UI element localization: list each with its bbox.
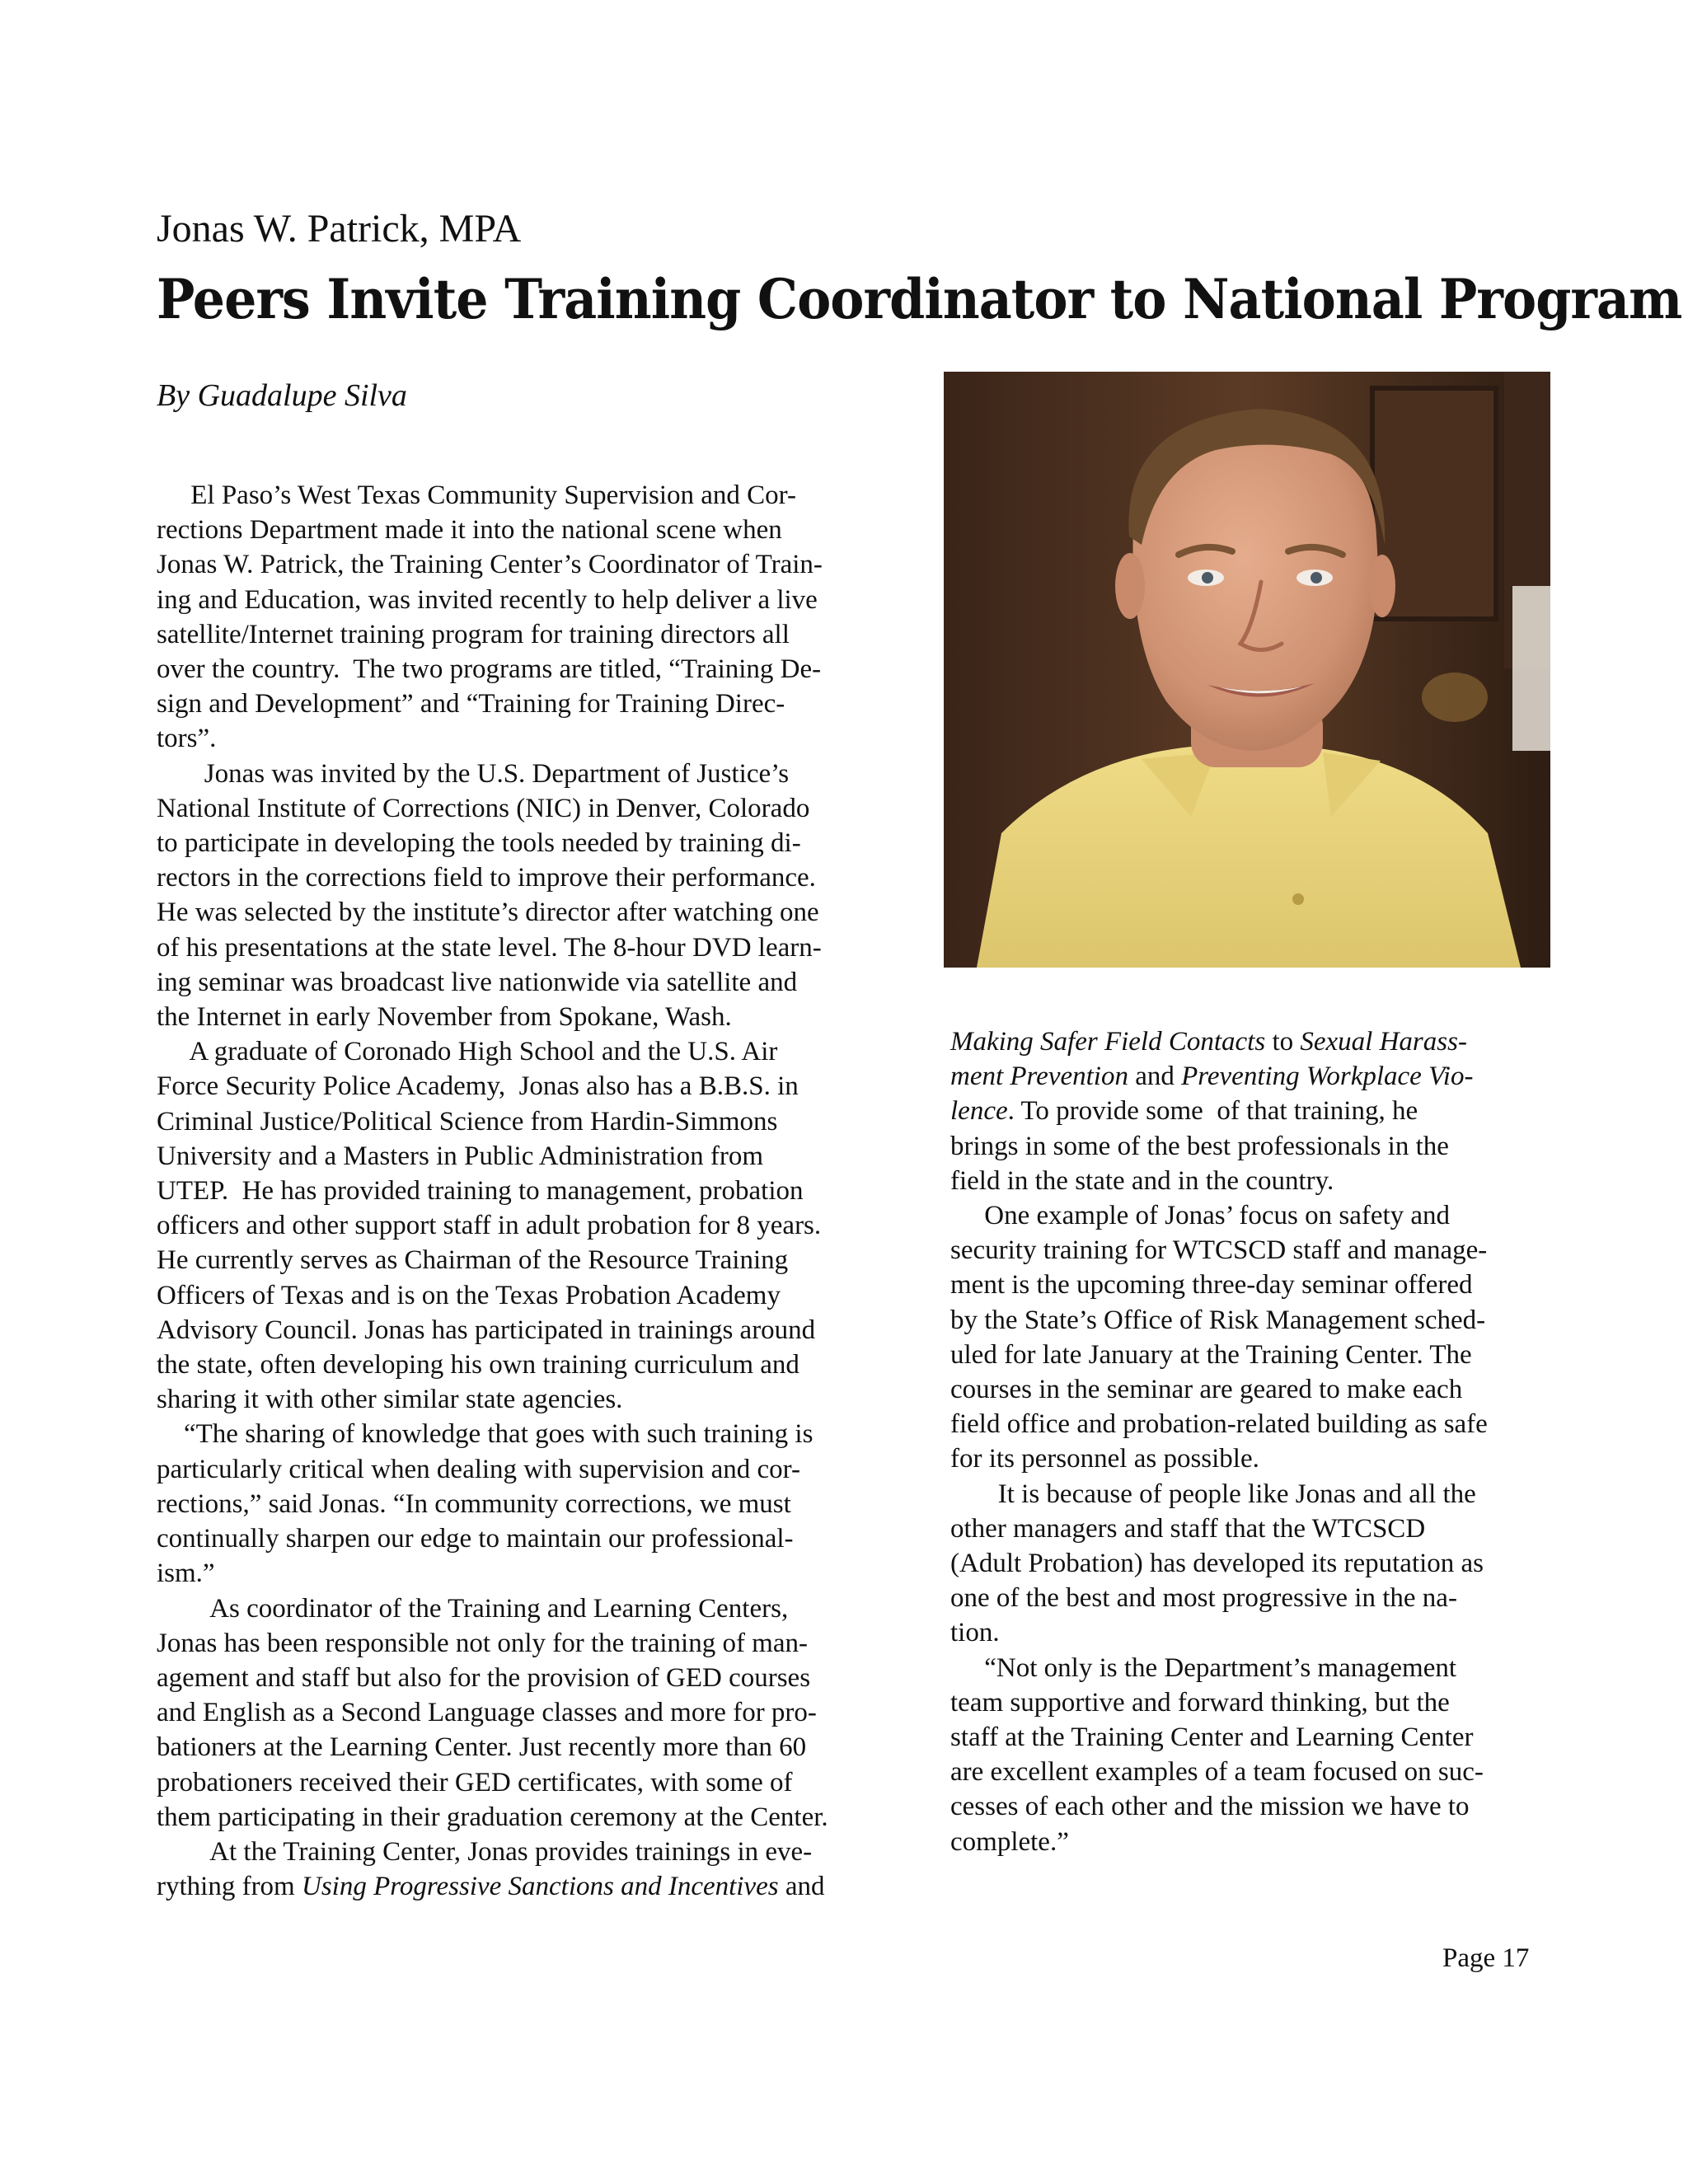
wall-light-right (1512, 586, 1550, 751)
right-line: field in the state and in the country. (950, 1165, 1334, 1196)
right-line (950, 1024, 1548, 1059)
course-title-harassment: Sexual Harass- (1300, 1027, 1467, 1057)
left-line: to participate in developing the tools needed by training di- (157, 828, 801, 859)
right-line: one of the best and most progressive in the na- (950, 1583, 1457, 1614)
right-line: tion. (950, 1618, 1000, 1648)
left-line: At the Training Center, Jonas provides trainings in eve- (157, 1836, 813, 1867)
right-line: security training for WTCSCD staff and manage- (950, 1235, 1488, 1266)
left-line: rections Department made it into the national scene when (157, 515, 782, 546)
portrait-photo (944, 372, 1550, 968)
right-line: field office and probation-related building as safe (950, 1409, 1488, 1440)
right-line-text: . To provide some of that training, he (1007, 1096, 1418, 1127)
course-title-harassment-cont: ment Prevention (950, 1062, 1128, 1092)
left-line: over the country. The two programs are titled, “Training De- (157, 654, 822, 685)
right-line: complete.” (950, 1826, 1069, 1857)
left-line: and English as a Second Language classes and more for pro- (157, 1698, 817, 1728)
left-line: He was selected by the institute’s director after watching one (157, 898, 819, 928)
left-line: Jonas was invited by the U.S. Department of Justice’s (157, 758, 790, 789)
right-line: courses in the seminar are geared to make each (950, 1375, 1463, 1405)
left-line: of his presentations at the state level. The 8-hour DVD learn- (157, 932, 822, 963)
right-line: by the State’s Office of Risk Management sched- (950, 1305, 1486, 1335)
left-line: officers and other support staff in adult probation for 8 years. (157, 1211, 822, 1241)
left-line: continually sharpen our edge to maintain our professional- (157, 1524, 794, 1554)
left-line: Force Security Police Academy, Jonas also has a B.B.S. in (157, 1071, 799, 1102)
course-title-progressive-sanctions: Using Progressive Sanctions and Incentives (301, 1872, 779, 1902)
left-line: He currently serves as Chairman of the Resource Training (157, 1245, 789, 1276)
left-line: Officers of Texas and is on the Texas Probation Academy (157, 1280, 781, 1310)
right-line: other managers and staff that the WTCSCD (950, 1513, 1426, 1544)
left-line: sign and Development” and “Training for Training Direc- (157, 689, 785, 719)
article-headline: Peers Invite Training Coordinator to National Program (157, 267, 1682, 331)
left-line: University and a Masters in Public Administration from (157, 1141, 763, 1171)
ear-right (1369, 555, 1395, 617)
ear-left (1115, 553, 1145, 619)
right-line: “Not only is the Department’s management (950, 1652, 1457, 1683)
left-line: the Internet in early November from Spokane, Wash. (157, 1002, 732, 1033)
left-line: sharing it with other similar state agencies. (157, 1385, 623, 1415)
author-kicker: Jonas W. Patrick, MPA (157, 207, 522, 251)
page-number: Page 17 (1442, 1943, 1530, 1973)
shirt-button (1292, 893, 1304, 905)
left-line: them participating in their graduation ceremony at the Center. (157, 1802, 828, 1832)
left-line: ing and Education, was invited recently to help deliver a live (157, 584, 818, 615)
left-line: rections,” said Jonas. “In community corrections, we must (157, 1488, 791, 1519)
left-line: National Institute of Corrections (NIC) in Denver, Colorado (157, 793, 810, 823)
right-line-text: to (1265, 1027, 1301, 1057)
left-last-line (157, 1869, 915, 1904)
left-line: Jonas W. Patrick, the Training Center’s Coordinator of Train- (157, 550, 823, 580)
course-title-workplace-violence-cont: lence (950, 1096, 1008, 1127)
left-line: As coordinator of the Training and Learning Centers, (157, 1593, 789, 1624)
right-line: ment is the upcoming three-day seminar offered (950, 1270, 1473, 1301)
right-line: It is because of people like Jonas and all the (950, 1479, 1476, 1509)
left-line: ing seminar was broadcast live nationwide via satellite and (157, 967, 798, 997)
left-line: particularly critical when dealing with supervision and cor- (157, 1454, 800, 1484)
right-line: cesses of each other and the mission we have to (950, 1792, 1470, 1822)
right-column (950, 1024, 1548, 1859)
byline: By Guadalupe Silva (157, 378, 407, 413)
left-line: tors”. (157, 724, 217, 754)
left-line: A graduate of Coronado High School and the U.S. Air (157, 1037, 778, 1067)
pupil-right (1311, 572, 1322, 583)
left-line: agement and staff but also for the provision of GED courses (157, 1662, 811, 1693)
left-column (157, 478, 915, 1904)
left-line: Advisory Council. Jonas has participated in trainings around (157, 1315, 816, 1345)
course-title-workplace-violence: Preventing Workplace Vio- (1181, 1062, 1474, 1092)
left-line: ism.” (157, 1558, 215, 1589)
right-line (950, 1094, 1548, 1128)
left-line: rectors in the corrections field to improve their performance. (157, 863, 816, 893)
left-last-prefix: rything from (157, 1872, 302, 1902)
left-last-suffix: and (778, 1872, 825, 1902)
right-line: uled for late January at the Training Center. The (950, 1339, 1472, 1370)
course-title-field-contacts: Making Safer Field Contacts (950, 1027, 1266, 1057)
pupil-left (1202, 572, 1213, 583)
right-line: brings in some of the best professionals in the (950, 1131, 1449, 1161)
right-line: for its personnel as possible. (950, 1444, 1259, 1474)
left-line: satellite/Internet training program for training directors all (157, 619, 790, 649)
left-line: UTEP. He has provided training to management, probation (157, 1176, 804, 1207)
left-line: probationers received their GED certificates, with some of (157, 1767, 793, 1797)
left-line: bationers at the Learning Center. Just recently more than 60 (157, 1732, 807, 1763)
right-line: team supportive and forward thinking, but the (950, 1687, 1450, 1718)
left-line: El Paso’s West Texas Community Supervision and Cor- (157, 480, 796, 510)
left-line: Jonas has been responsible not only for the training of man- (157, 1628, 808, 1658)
right-line-text: and (1128, 1062, 1182, 1092)
right-line: One example of Jonas’ focus on safety and (950, 1201, 1451, 1231)
left-line: “The sharing of knowledge that goes with such training is (157, 1419, 814, 1450)
right-line: are excellent examples of a team focused on suc- (950, 1757, 1484, 1788)
lamp-shape (1422, 673, 1488, 722)
left-line: the state, often developing his own training curriculum and (157, 1350, 799, 1380)
left-line: Criminal Justice/Political Science from Hardin-Simmons (157, 1106, 778, 1137)
portrait-illustration (944, 372, 1550, 968)
right-line (950, 1059, 1548, 1094)
right-line: (Adult Probation) has developed its reputation as (950, 1549, 1484, 1579)
right-line: staff at the Training Center and Learning Center (950, 1722, 1474, 1753)
